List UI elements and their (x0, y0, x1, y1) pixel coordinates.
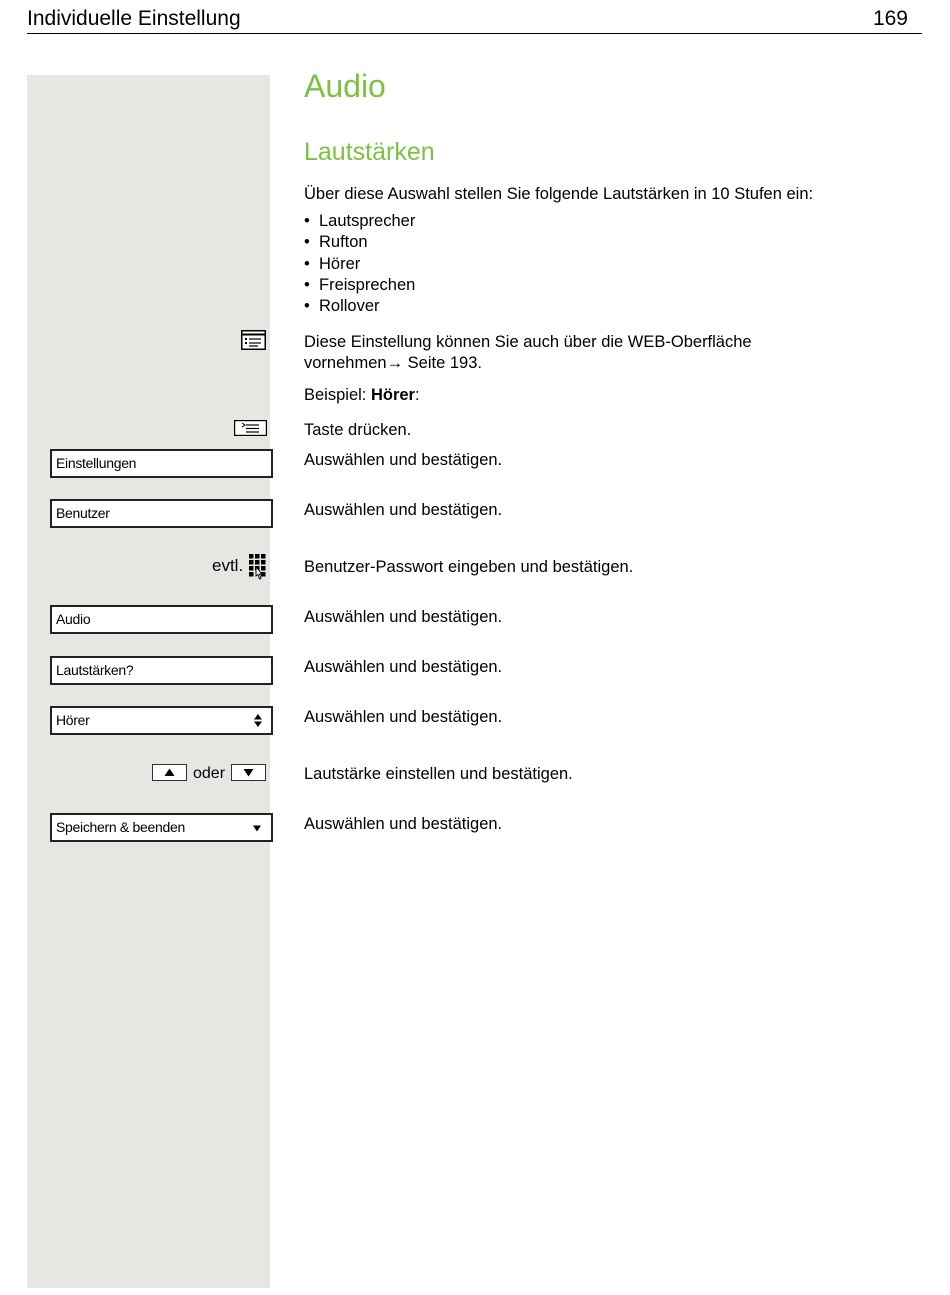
step-save-text: Auswählen und bestätigen. (304, 815, 503, 833)
select-arrows-icon (253, 712, 263, 729)
step-audio-text: Auswählen und bestätigen. (304, 608, 503, 626)
menu-item-benutzer[interactable]: Benutzer (50, 499, 273, 528)
step-volume-text: Lautstärke einstellen und bestätigen. (304, 765, 573, 783)
menu-item-audio[interactable]: Audio (50, 605, 273, 634)
arrow-down-key-icon[interactable] (231, 764, 266, 781)
web-interface-icon (241, 330, 266, 355)
or-connector: oder (193, 765, 226, 782)
step-lautstaerken-text: Auswählen und bestätigen. (304, 658, 503, 676)
step-benutzer-text: Auswählen und bestätigen. (304, 501, 503, 519)
list-item: • Lautsprecher (304, 211, 415, 232)
arrow-up-key-icon[interactable] (152, 764, 187, 781)
menu-item-hoerer[interactable] (50, 706, 273, 735)
intro-text: Über diese Auswahl stellen Sie folgende Lautstärken in 10 Stufen ein: (304, 185, 814, 203)
list-item: • Hörer (304, 254, 415, 275)
menu-item-einstellungen[interactable]: Einstellungen (50, 449, 273, 478)
page-number: 169 (872, 7, 908, 30)
dropdown-arrow-icon (253, 825, 261, 832)
page-header-title: Individuelle Einstellung (27, 7, 241, 30)
menu-item-save-exit[interactable] (50, 813, 273, 842)
menu-item-hoerer-label: Hörer (56, 712, 90, 728)
section-title: Audio (304, 68, 386, 104)
list-item: • Rollover (304, 296, 415, 317)
list-item: • Rufton (304, 232, 415, 253)
page-reference-link[interactable]: Seite 193. (403, 354, 482, 372)
optional-label: evtl. (212, 556, 244, 575)
keypad-icon (248, 554, 268, 585)
page-reference-arrow: → (386, 354, 404, 372)
example-bold: Hörer (370, 386, 415, 404)
subsection-title: Lautstärken (304, 138, 435, 166)
menu-key-icon (234, 420, 267, 441)
step-hoerer-text: Auswählen und bestätigen. (304, 708, 503, 726)
header-rule (27, 33, 922, 34)
web-note-line2 (304, 353, 482, 374)
web-note-line1: Diese Einstellung können Sie auch über die WEB-Oberfläche (304, 333, 752, 351)
example-suffix: : (414, 386, 420, 404)
press-key-text: Taste drücken. (304, 421, 412, 439)
step-password-text: Benutzer-Passwort eingeben und bestätigen. (304, 558, 634, 576)
example-label: Beispiel: (304, 386, 371, 404)
list-item: • Freisprechen (304, 275, 415, 296)
menu-item-save-exit-label: Speichern & beenden (56, 819, 185, 835)
example-line (304, 385, 420, 406)
step-einstellungen-text: Auswählen und bestätigen. (304, 451, 503, 469)
volume-list (304, 211, 415, 317)
menu-item-lautstaerken[interactable]: Lautstärken? (50, 656, 273, 685)
web-note-prefix: vornehmen (304, 354, 387, 372)
